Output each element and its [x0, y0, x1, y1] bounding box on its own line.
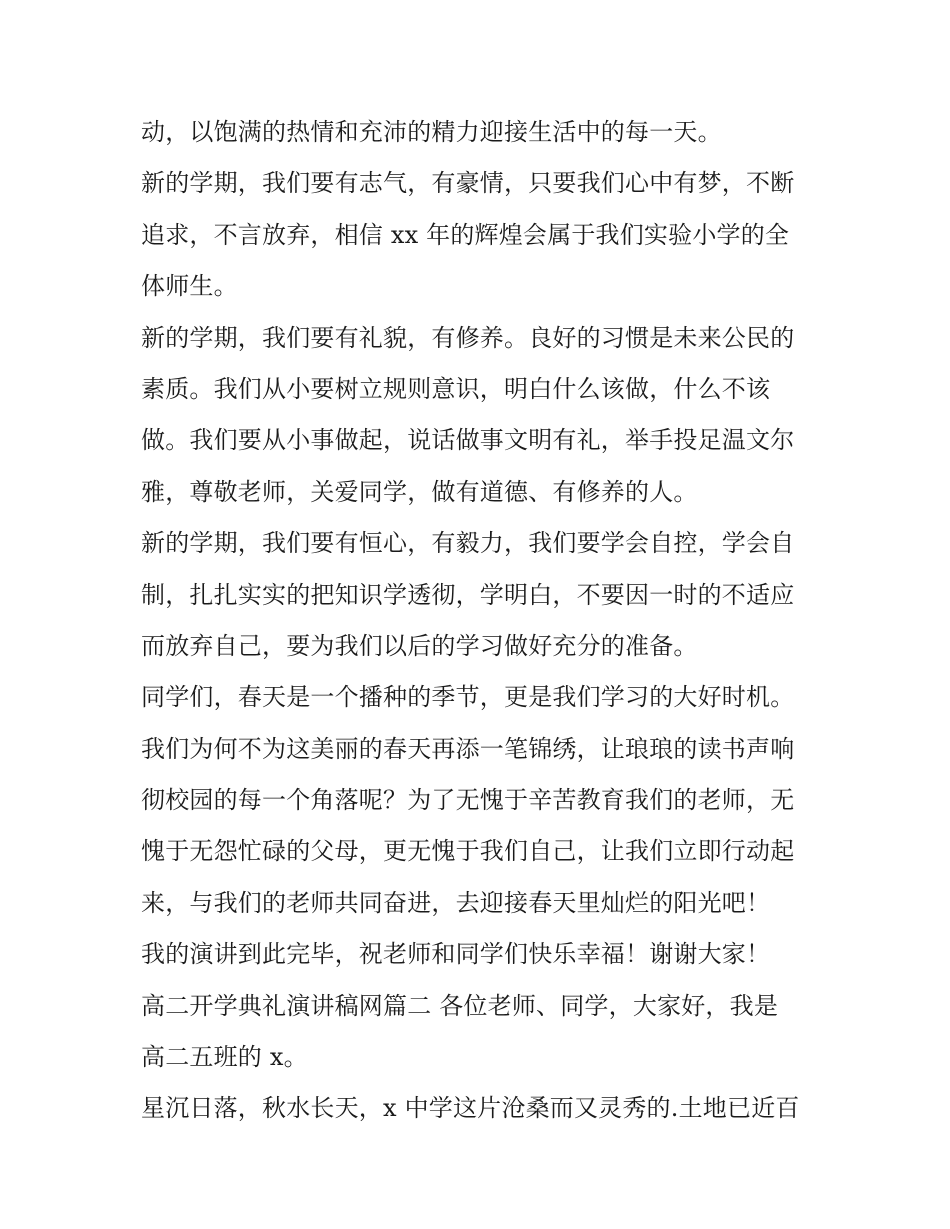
text-line: 而放弃自己，要为我们以后的学习做好充分的准备。 — [141, 631, 698, 660]
text-line: 星沉日落，秋水长天，x 中学这片沧桑而又灵秀的.土地已近百 — [141, 1094, 800, 1123]
text-line: 高二五班的 x。 — [141, 1043, 308, 1072]
text-line: 彻校园的每一个角落呢？为了无愧于辛苦教育我们的老师，无 — [141, 786, 795, 815]
text-line: 愧于无怨忙碌的父母，更无愧于我们自己，让我们立即行动起 — [141, 837, 795, 866]
text-line: 高二开学典礼演讲稿网篇二 各位老师、同学，大家好，我是 — [141, 991, 779, 1020]
text-line: 追求，不言放弃，相信 xx 年的辉煌会属于我们实验小学的全 — [141, 220, 790, 249]
text-line: 雅，尊敬老师，关爱同学，做有道德、有修养的人。 — [141, 477, 698, 506]
text-line: 做。我们要从小事做起，说话做事文明有礼，举手投足温文尔 — [141, 426, 795, 455]
text-line: 我的演讲到此完毕，祝老师和同学们快乐幸福！谢谢大家！ — [141, 940, 771, 969]
text-line: 素质。我们从小要树立规则意识，明白什么该做，什么不该 — [141, 374, 771, 403]
text-line: 新的学期，我们要有礼貌，有修养。良好的习惯是未来公民的 — [141, 323, 795, 352]
text-line: 新的学期，我们要有志气，有豪情，只要我们心中有梦，不断 — [141, 169, 795, 198]
document-body — [141, 107, 821, 1135]
text-line: 我们为何不为这美丽的春天再添一笔锦绣，让琅琅的读书声响 — [141, 734, 795, 763]
text-line: 来，与我们的老师共同奋进，去迎接春天里灿烂的阳光吧！ — [141, 888, 771, 917]
text-line: 新的学期，我们要有恒心，有毅力，我们要学会自控，学会自 — [141, 529, 795, 558]
text-line: 制，扎扎实实的把知识学透彻，学明白，不要因一时的不适应 — [141, 580, 795, 609]
text-line: 同学们，春天是一个播种的季节，更是我们学习的大好时机。 — [141, 683, 795, 712]
text-line: 体师生。 — [141, 272, 238, 301]
text-line: 动，以饱满的热情和充沛的精力迎接生活中的每一天。 — [141, 118, 722, 146]
